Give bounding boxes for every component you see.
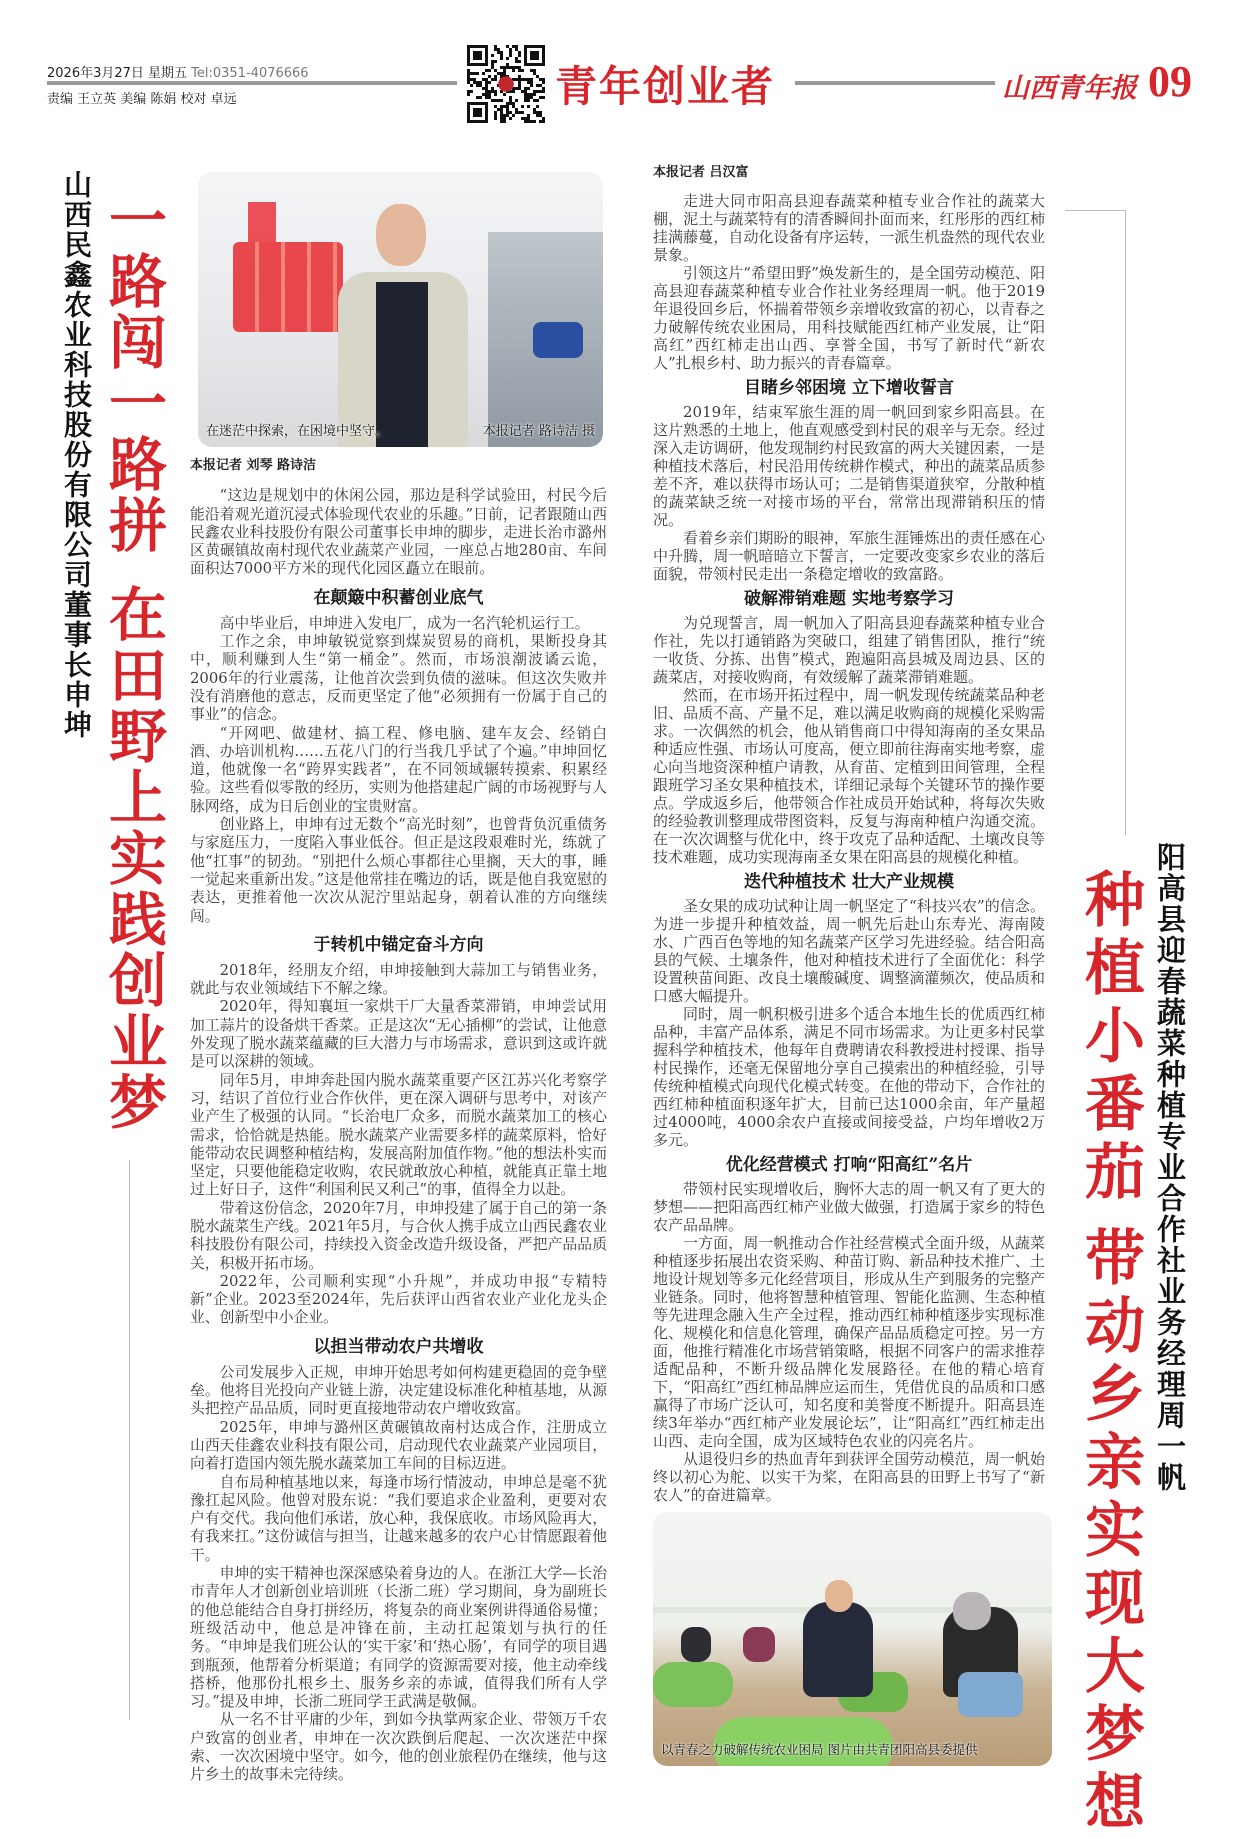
article-paragraph: 从一名不甘平庸的少年，到如今执掌两家企业、带领万千农户致富的创业者，申坤在一次次跌倒后爬起、一次次迷茫中探索、一次次困境中坚守。如今，他的创业旅程仍在继续，他与这片乡土的故事未完待续。 [190, 1711, 607, 1784]
right-article [653, 164, 1045, 1504]
photo-woman-jeans [958, 1672, 1023, 1717]
left-intro: “这边是规划中的休闲公园，那边是科学试验田，村民今后能沿着观光道沉浸式体验现代农业的乐趣。”日前，记者跟随山西民鑫农业科技股份有限公司董事长申坤的脚步，走进长治市潞州区黄碾镇故南村现代农业蔬菜产业园，一座总占地280亩、车间面积达7000平方米的现代化园区矗立在眼前。 [190, 487, 607, 578]
article-paragraph: 同时，周一帆积极引进多个适合本地生长的优质西红柿品种，丰富产品体系，满足不同市场需求。为让更多村民掌握科学种植技术，他每年自费聘请农科教授进村授课、指导村民操作，还毫无保留地分享自己摸索出的种植经验，引导传统种植模式向现代化模式转变。在他的带动下，合作社的西红柿种植面积逐年扩大，目前已达1000余亩，年产量超过4000吨，4000余农户直接或间接受益，户均年增收2万多元。 [653, 1005, 1045, 1149]
right-byline: 本报记者 吕汉富 [653, 165, 749, 180]
right-intro-1: 走进大同市阳高县迎春蔬菜种植专业合作社的蔬菜大棚，泥土与蔬菜特有的清香瞬间扑面而来，红彤彤的西红柿挂满藤蔓，自动化设备有序运转，一派生机盎然的现代农业景象。 [653, 192, 1045, 264]
article-paragraph: “开网吧、做建材、搞工程、修电脑、建车友会、经销白酒、办培训机构……五花八门的行当我几乎试了个遍。”申坤回忆道，他就像一名“跨界实践者”，在不同领域辗转摸索、积累经验。这些看似零散的经历，实则为他搭建起广阔的市场视野与人脉网络，成为日后创业的宝贵财富。 [190, 724, 607, 815]
article-paragraph: 然而，在市场开拓过程中，周一帆发现传统蔬菜品种老旧、品质不高、产量不足，难以满足收购商的规模化采购需求。一次偶然的机会，他从销售商口中得知海南的圣女果品种适应性强、市场认可度高，便立即前往海南实地考察，虚心向当地资深种植户请教，从育苗、定植到田间管理，全程跟班学习圣女果种植技术，详细记录每个关键环节的操作要点。学成返乡后，他带领合作社成员开始试种，将每次失败的经验教训整理成带图资料，反复与海南种植户沟通交流。在一次次调整与优化中，终于攻克了品种适配、土壤改良等技术难题，成功实现海南圣女果在阳高县的规模化种植。 [653, 686, 1045, 866]
photo-produce-bags-top [248, 202, 276, 242]
article-paragraph: 2018年，经朋友介绍，申坤接触到大蒜加工与销售业务，就此与农业领域结下不解之缘。 [190, 961, 607, 998]
right-story-photo [653, 1512, 1052, 1766]
section-heading: 以担当带动农户共增收 [313, 1336, 484, 1357]
left-photo-credit: 本报记者 路诗洁 摄 [482, 424, 595, 439]
article-paragraph: 2019年，结束军旅生涯的周一帆回到家乡阳高县。在这片熟悉的土地上，他直观感受到村民的艰辛与无奈。经过深入走访调研，他发现制约村民致富的两大关键因素，一是种植技术落后，村民沿用传统耕作模式，种出的蔬菜品质参差不齐，难以获得市场认可；二是销售渠道狭窄，分散种植的蔬菜缺乏统一对接市场的平台，常常出现滞销积压的情况。 [653, 403, 1045, 529]
article-paragraph: 申坤的实干精神也深深感染着身边的人。在浙江大学—长治市青年人才创新创业培训班（长浙二班）学习期间，身为副班长的他总能结合自身打拼经历，将复杂的商业案例讲得通俗易懂；班级活动中，他总是冲锋在前，主动扛起策划与执行的任务。“申坤是我们班公认的‘实干家’和‘热心肠’，有同学的项目遇到瓶颈，他帮着分析渠道；有同学的资源需要对接，他主动牵线搭桥，他那份扎根乡土、服务乡亲的赤诚，值得我们所有人学习。”提及申坤，长浙二班同学王武满是敬佩。 [190, 1565, 607, 1711]
header-rule-left [47, 81, 457, 85]
article-paragraph: 2025年，申坤与潞州区黄碾镇故南村达成合作，注册成立山西天佳鑫农业科技有限公司，启动现代农业蔬菜产业园项目，向着打造国内领先脱水蔬菜加工车间的目标迈进。 [190, 1418, 607, 1473]
photo-motor [533, 322, 583, 358]
tel-text: Tel:0351-4076666 [191, 66, 309, 81]
left-byline: 本报记者 刘琴 路诗洁 [190, 458, 317, 473]
article-paragraph: 从退役归乡的热血青年到获评全国劳动模范，周一帆始终以初心为舵、以实干为桨，在阳高县的田野上书写了“新农人”的奋进篇章。 [653, 1450, 1045, 1504]
page-number: 09 [1148, 57, 1192, 106]
photo-worker-1 [681, 1627, 711, 1662]
article-paragraph: 公司发展步入正规，申坤开始思考如何构建更稳固的竞争壁垒。他将目光投向产业链上游，决定建设标准化种植基地，从源头把控产品品质，同时更直接地带动农户增收致富。 [190, 1363, 607, 1418]
article-paragraph: 一方面，周一帆推动合作社经营模式全面升级，从蔬菜种植逐步拓展出农资采购、种苗订购、新品种技术推广、土地设计规划等多元化经营项目，形成从生产到服务的完整产业链条。同时，他将智慧种植管理、智能化监测、生态种植等先进理念融入生产全过程，推动西红柿种植逐步实现标准化、规模化和信息化管理，确保产品品质稳定可控。另一方面，他推行精准化市场营销策略，根据不同客户的需求推荐适配品种，不断升级品牌化发展路径。在他的精心培育下，“阳高红”西红柿品牌应运而生，凭借优良的品质和口感赢得了市场广泛认可，知名度和美誉度不断提升。阳高县连续3年举办“西红柿产业发展论坛”，让“阳高红”西红柿走出山西、走向全国，成为区域特色农业的闪亮名片。 [653, 1234, 1045, 1450]
header-rule-right [795, 81, 995, 85]
issue-date [47, 62, 309, 81]
article-paragraph: 自布局种植基地以来，每逢市场行情波动，申坤总是毫不犹豫扛起风险。他曾对股东说：“我们要追求企业盈利，更要对农户有交代。我向他们承诺，放心种，我保底收。市场风险再大，有我来扛。”这份诚信与担当，让越来越多的农户心甘情愿跟着他干。 [190, 1473, 607, 1564]
editors-credit: 责编 王立英 美编 陈娟 校对 卓远 [47, 92, 237, 107]
left-story-photo [198, 172, 603, 447]
photo-seedlings-left [653, 1662, 733, 1707]
photo-worker-2 [743, 1627, 775, 1662]
right-intro-2: 引领这片“希望田野”焕发新生的，是全国劳动模范、阳高县迎春蔬菜种植专业合作社业务经理周一帆。他于2019年退役回乡后，怀揣着带领乡亲增收致富的初心，以青春之力破解传统农业困局，用科技赋能西红柿产业发展，让“阳高红”西红柿走出山西、享誉全国，书写了新时代“新农人”扎根乡村、助力振兴的青春篇章。 [653, 264, 1045, 372]
photo-man-crouching [803, 1602, 873, 1697]
date-text: 2026年3月27日 星期五 [47, 66, 188, 81]
newspaper-logo: 山西青年报 [1002, 73, 1137, 104]
headline-part-2: 在田野上实践创业梦 [99, 584, 167, 1133]
left-story-headline [99, 190, 167, 1133]
qr-code-icon [467, 45, 545, 123]
left-story-subtitle: 山西民鑫农业科技股份有限公司董事长申坤 [60, 170, 93, 740]
right-box-rule-top [1065, 210, 1125, 211]
left-photo-caption: 在迷茫中探索，在困境中坚守。 [206, 424, 389, 439]
article-paragraph: 创业路上，申坤有过无数个“高光时刻”，也曾背负沉重债务与家庭压力，一度陷入事业低谷。但正是这段艰难时光，练就了他“扛事”的韧劲。“别把什么烦心事都往心里搁，天大的事，睡一觉起来重新出发。”这是他常挂在嘴边的话，既是他自我宽慰的表达，更推着他一次次从泥泞里站起身，朝着认准的方向继续闯。 [190, 816, 607, 925]
section-heading: 于转机中锚定奋斗方向 [313, 934, 484, 955]
photo-woman-headscarf [953, 1592, 991, 1630]
article-paragraph: 2022年，公司顺利实现“小升规”，并成功申报“专精特新”企业。2023至2024年，先后获评山西省农业产业化龙头企业、创新型中小企业。 [190, 1272, 607, 1327]
section-title: 青年创业者 [555, 62, 776, 111]
article-paragraph: 带着这份信念，2020年7月，申坤投建了属于自己的第一条脱水蔬菜生产线。2021年5月，与合伙人携手成立山西民鑫农业科技股份有限公司，持续投入资金改造升级设备，严把产品品质关，积极开拓市场。 [190, 1199, 607, 1272]
right-box-rule-side [1125, 210, 1126, 835]
headline-part-1: 种植小番茄 [1075, 868, 1145, 1208]
section-heading: 迭代种植技术 壮大产业规模 [744, 872, 954, 892]
left-article [190, 457, 607, 1785]
article-paragraph: 2020年，得知襄垣一家烘干厂大量香菜滞销，申坤尝试用加工蒜片的设备烘干香菜。正是这次“无心插柳”的尝试，让他意外发现了脱水蔬菜蕴藏的巨大潜力与市场需求，意识到这或许就是可以深耕的领域。 [190, 998, 607, 1071]
article-paragraph: 同年5月，申坤奔赴国内脱水蔬菜重要产区江苏兴化考察学习，结识了首位行业合作伙伴，更在深入调研与思考中，对该产业产生了极强的认同。“长治电厂众多，而脱水蔬菜加工的核心需求，恰恰就是热能。脱水蔬菜产业需要多样的蔬菜原料，恰好能带动农民调整种植结构，发展高附加值作物。”他的想法朴实而坚定，只要他能稳定收购，农民就敢放心种植，就能真正靠土地过上好日子，这件“利国利民又利己”的事，值得全力以赴。 [190, 1071, 607, 1199]
photo-person-face [376, 204, 426, 266]
right-story-headline [1075, 868, 1145, 1838]
article-paragraph: 圣女果的成功试种让周一帆坚定了“科技兴农”的信念。为进一步提升种植效益，周一帆先后赴山东寿光、海南陵水、广西百色等地的知名蔬菜产区学习先进经验。结合阳高县的气候、土壤条件，他对种植技术进行了全面优化：科学设置秧苗间距、改良土壤酸碱度、调整滴灌频次，使品质和口感大幅提升。 [653, 897, 1045, 1005]
headline-part-1: 一路闯一路拼 [99, 190, 167, 556]
section-heading: 优化经营模式 打响“阳高红”名片 [725, 1155, 973, 1175]
article-paragraph: 带领村民实现增收后，胸怀大志的周一帆又有了更大的梦想——把阳高西红柿产业做大做强，打造属于家乡的特色农产品品牌。 [653, 1180, 1045, 1234]
right-photo-caption: 以青春之力破解传统农业困局 图片由共青团阳高县委提供 [661, 1742, 978, 1757]
photo-man-face [825, 1580, 853, 1612]
article-paragraph: 看着乡亲们期盼的眼神，军旅生涯锤炼出的责任感在心中升腾，周一帆暗暗立下誓言，一定要改变家乡农业的落后面貌，带领村民走出一条稳定增收的致富路。 [653, 529, 1045, 583]
headline-part-2: 带动乡亲实现大梦想 [1075, 1226, 1145, 1838]
right-story-subtitle: 阳高县迎春蔬菜种植专业合作社业务经理周一帆 [1153, 842, 1187, 1493]
left-divider [129, 1160, 130, 1720]
section-heading: 在颠簸中积蓄创业底气 [313, 587, 484, 608]
article-paragraph: 为兑现誓言，周一帆加入了阳高县迎春蔬菜种植专业合作社，先以打通销路为突破口，组建了销售团队，推行“统一收货、分拣、出售”模式，跑遍阳高县城及周边县、区的蔬菜店，对接收购商，有效缓解了蔬菜滞销难题。 [653, 614, 1045, 686]
article-paragraph: 高中毕业后，申坤进入发电厂，成为一名汽轮机运行工。 [219, 614, 590, 632]
section-heading: 目睹乡邻困境 立下增收誓言 [744, 378, 954, 398]
photo-produce-bags [233, 242, 343, 332]
section-heading: 破解滞销难题 实地考察学习 [744, 589, 954, 609]
article-paragraph: 工作之余，申坤敏锐觉察到煤炭贸易的商机，果断投身其中，顺利赚到人生“第一桶金”。然而，市场浪潮波谲云诡，2006年的行业震荡，让他首次尝到负债的滋味。但这次失败并没有消磨他的意志，反而更坚定了他“必须拥有一份属于自己的事业”的信念。 [190, 633, 607, 724]
